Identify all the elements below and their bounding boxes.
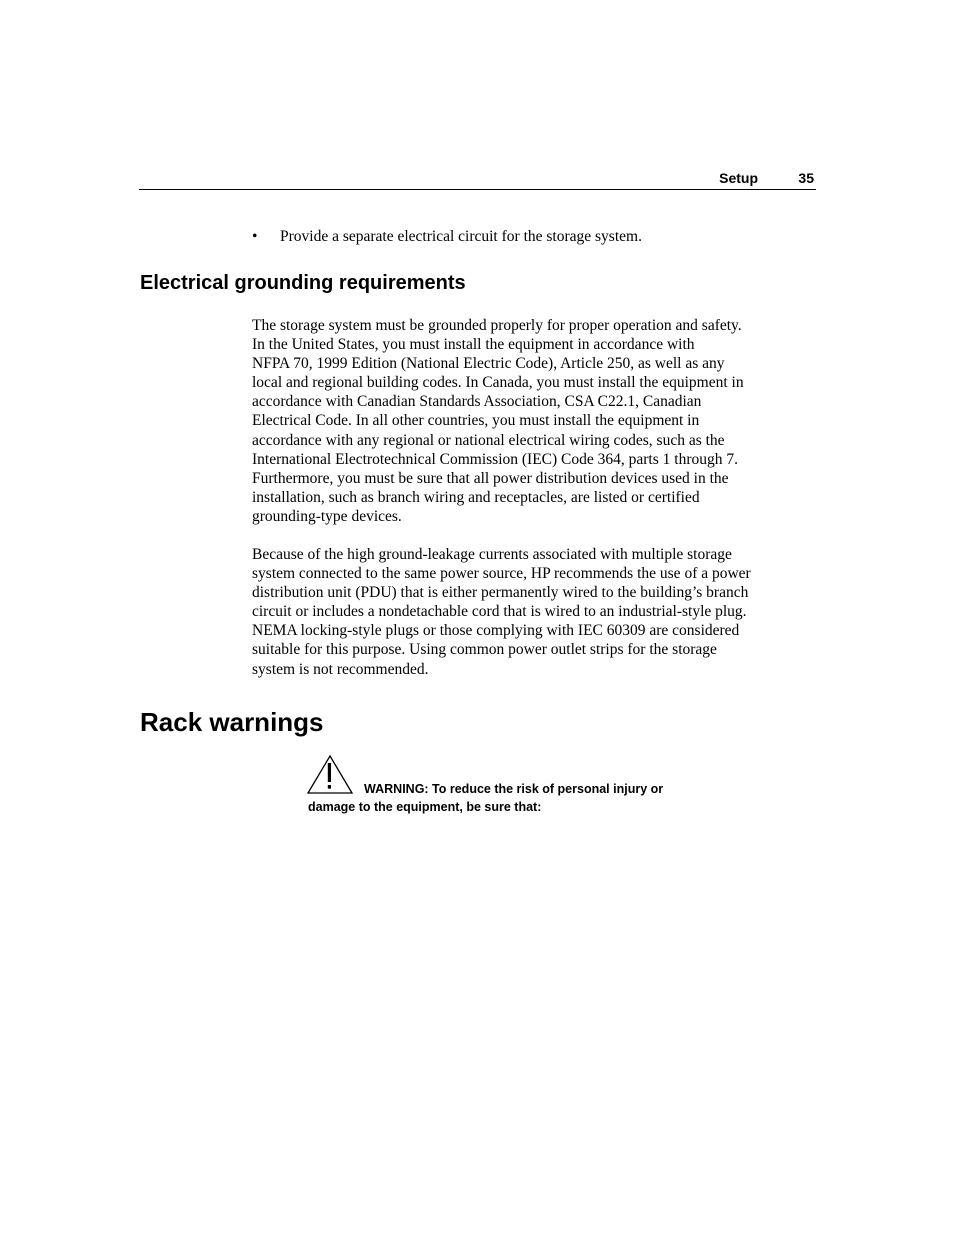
paragraph-line: NFPA 70, 1999 Edition (National Electric Code), Article 250, as well as any bbox=[252, 355, 725, 373]
paragraph-line: suitable for this purpose. Using common power outlet strips for the storage bbox=[252, 641, 717, 659]
paragraph-line: local and regional building codes. In Canada, you must install the equipment in bbox=[252, 374, 744, 392]
paragraph-line: Because of the high ground-leakage currents associated with multiple storage bbox=[252, 546, 732, 563]
paragraph-line: installation, such as branch wiring and receptacles, are listed or certified bbox=[252, 488, 700, 506]
section-heading-rack-warnings: Rack warnings bbox=[140, 707, 324, 737]
paragraph-line: system connected to the same power source, HP recommends the use of a power bbox=[252, 565, 751, 583]
paragraph-line: Electrical Code. In all other countries, you must install the equipment in bbox=[252, 412, 700, 430]
warning-line: damage to the equipment, be sure that: bbox=[308, 800, 542, 814]
warning-message bbox=[308, 780, 728, 816]
paragraph-line: accordance with any regional or national electrical wiring codes, such as the bbox=[252, 431, 725, 449]
grounding-paragraph-2 bbox=[252, 545, 812, 679]
paragraph-line: accordance with Canadian Standards Association, CSA C22.1, Canadian bbox=[252, 393, 702, 411]
paragraph-line: circuit or includes a nondetachable cord that is wired to an industrial-style plug. bbox=[252, 603, 747, 621]
page-number: 35 bbox=[798, 170, 814, 186]
paragraph-line: grounding-type devices. bbox=[252, 507, 402, 525]
warning-line: WARNING: To reduce the risk of personal injury or bbox=[364, 782, 664, 796]
grounding-paragraph-1 bbox=[252, 316, 812, 526]
page-header bbox=[139, 168, 816, 190]
bullet-text: Provide a separate electrical circuit for the storage system. bbox=[280, 228, 642, 245]
paragraph-line: In the United States, you must install the equipment in accordance with bbox=[252, 336, 695, 354]
paragraph-line: NEMA locking-style plugs or those complying with IEC 60309 are considered bbox=[252, 622, 740, 640]
header-section-title: Setup bbox=[719, 170, 758, 186]
paragraph-line: International Electrotechnical Commission (IEC) Code 364, parts 1 through 7. bbox=[252, 450, 738, 468]
bullet-marker: • bbox=[252, 228, 258, 245]
paragraph-line: distribution unit (PDU) that is either permanently wired to the building’s branch bbox=[252, 584, 749, 602]
paragraph-line: Furthermore, you must be sure that all power distribution devices used in the bbox=[252, 469, 729, 487]
section-heading-grounding: Electrical grounding requirements bbox=[140, 272, 466, 294]
paragraph-line: The storage system must be grounded properly for proper operation and safety. bbox=[252, 317, 742, 334]
paragraph-line: system is not recommended. bbox=[252, 660, 429, 678]
